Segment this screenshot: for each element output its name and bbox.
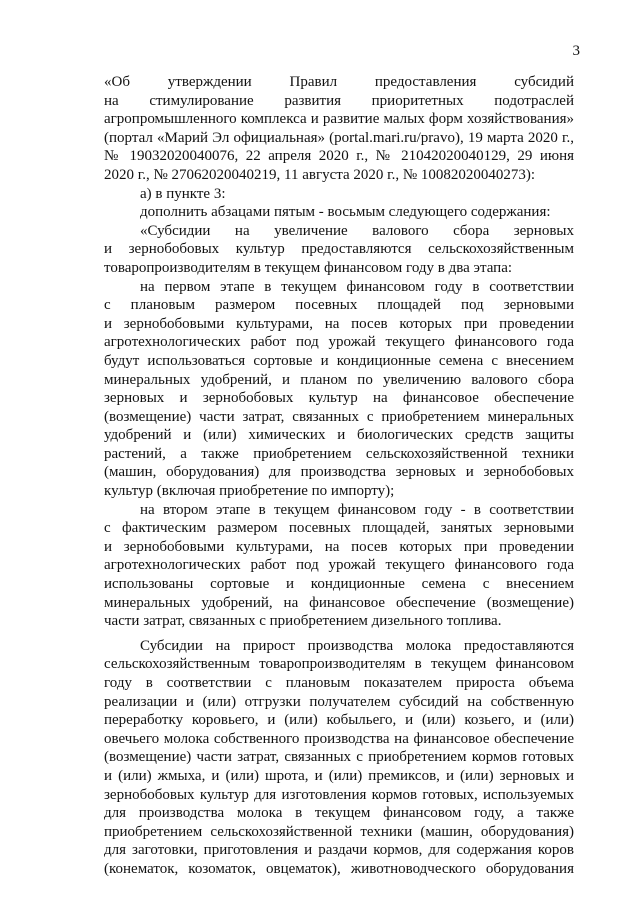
text-line: будут использоваться сортовые и кондиционные семена с внесением bbox=[104, 352, 574, 369]
text-line: овечьего молока собственного производства на финансовое обеспечение bbox=[104, 730, 574, 747]
text-line: с фактическим размером посевных площадей, занятых зерновыми bbox=[104, 520, 574, 537]
page-number: 3 bbox=[572, 43, 580, 59]
text-line: дополнить абзацами пятым - восьмым следующего содержания: bbox=[140, 204, 551, 221]
text-line: году в соответствии с плановым показателем прироста объема bbox=[104, 675, 574, 691]
text-line: реализации и (или) отгрузки получателем субсидий на собственную bbox=[104, 693, 574, 710]
text-line: использованы сортовые и кондиционные семена с внесением bbox=[104, 576, 574, 593]
text-line: агротехнологических работ под урожай текущего финансового года bbox=[104, 557, 574, 574]
text-line: (возмещение) части затрат, связанных с приобретением кормов готовых bbox=[104, 749, 574, 766]
text-line: и зернобобовыми культурами, на посев которых при проведении bbox=[104, 315, 574, 332]
text-line: на втором этапе в текущем финансовом году - в соответствии bbox=[140, 501, 574, 518]
text-line: на стимулирование развития приоритетных подотраслей bbox=[104, 92, 574, 109]
text-line: (машин, оборудования) для производства зерновых и зернобобовых bbox=[104, 464, 574, 481]
text-line: Субсидии на прирост производства молока предоставляются bbox=[140, 637, 574, 654]
text-line: части затрат, связанных с приобретением дизельного топлива. bbox=[104, 613, 502, 630]
text-line: агропромышленного комплекса и развитие малых форм хозяйствования» bbox=[104, 111, 574, 128]
text-line: для производства молока в текущем финансовом году, а также bbox=[104, 805, 574, 822]
text-line: (возмещение) части затрат, связанных с приобретением минеральных bbox=[104, 408, 574, 425]
text-line: для заготовки, приготовления и раздачи кормов, для содержания коров bbox=[104, 842, 574, 859]
text-line: (конематок, козоматок, овцематок), животноводческого оборудования bbox=[104, 860, 574, 877]
text-line: (портал «Марий Эл официальная» (portal.mari.ru/pravo), 19 марта 2020 г., bbox=[104, 129, 574, 146]
text-line: «Об утверждении Правил предоставления субсидий bbox=[104, 74, 574, 90]
text-line: и (или) жмыха, и (или) шрота, и (или) премиксов, и (или) зерновых и bbox=[104, 767, 574, 784]
text-line: переработку коровьего, и (или) кобыльего, и (или) козьего, и (или) bbox=[104, 712, 574, 729]
text-line: зернобобовых культур для изготовления кормов готовых, используемых bbox=[104, 786, 574, 803]
text-line: зерновых и зернобобовых культур на финансовое обеспечение bbox=[104, 390, 574, 407]
text-line: сельскохозяйственным товаропроизводителям в текущем финансовом bbox=[104, 656, 574, 673]
text-line: товаропроизводителям в текущем финансовом году в два этапа: bbox=[104, 259, 513, 276]
text-line: и зернобобовыми культурами, на посев которых при проведении bbox=[104, 538, 574, 555]
text-line: с плановым размером посевных площадей под зерновыми bbox=[104, 297, 574, 314]
text-line: минеральных удобрений, на финансовое обеспечение (возмещение) bbox=[104, 594, 574, 611]
text-line: минеральных удобрений, и планом по увеличению валового сбора bbox=[104, 371, 574, 388]
text-line: культур (включая приобретение по импорту); bbox=[104, 483, 395, 500]
text-line: агротехнологических работ под урожай текущего финансового года bbox=[104, 334, 574, 351]
text-line: удобрений и (или) химических и биологических средств защиты bbox=[104, 427, 574, 444]
text-line: растений, а также приобретением сельскохозяйственной техники bbox=[104, 445, 574, 462]
text-line: 2020 г., № 27062020040219, 11 августа 2020 г., № 10082020040273): bbox=[104, 166, 536, 183]
text-line: приобретением сельскохозяйственной техники (машин, оборудования) bbox=[104, 823, 574, 840]
text-line: № 19032020040076, 22 апреля 2020 г., № 21042020040129, 29 июня bbox=[104, 148, 574, 165]
text-line: на первом этапе в текущем финансовом году в соответствии bbox=[140, 278, 574, 295]
body-text bbox=[104, 73, 574, 879]
text-line: и зернобобовых культур предоставляются сельскохозяйственным bbox=[104, 241, 574, 258]
text-line: а) в пункте 3: bbox=[140, 185, 226, 202]
text-line: «Субсидии на увеличение валового сбора зерновых bbox=[140, 222, 574, 239]
